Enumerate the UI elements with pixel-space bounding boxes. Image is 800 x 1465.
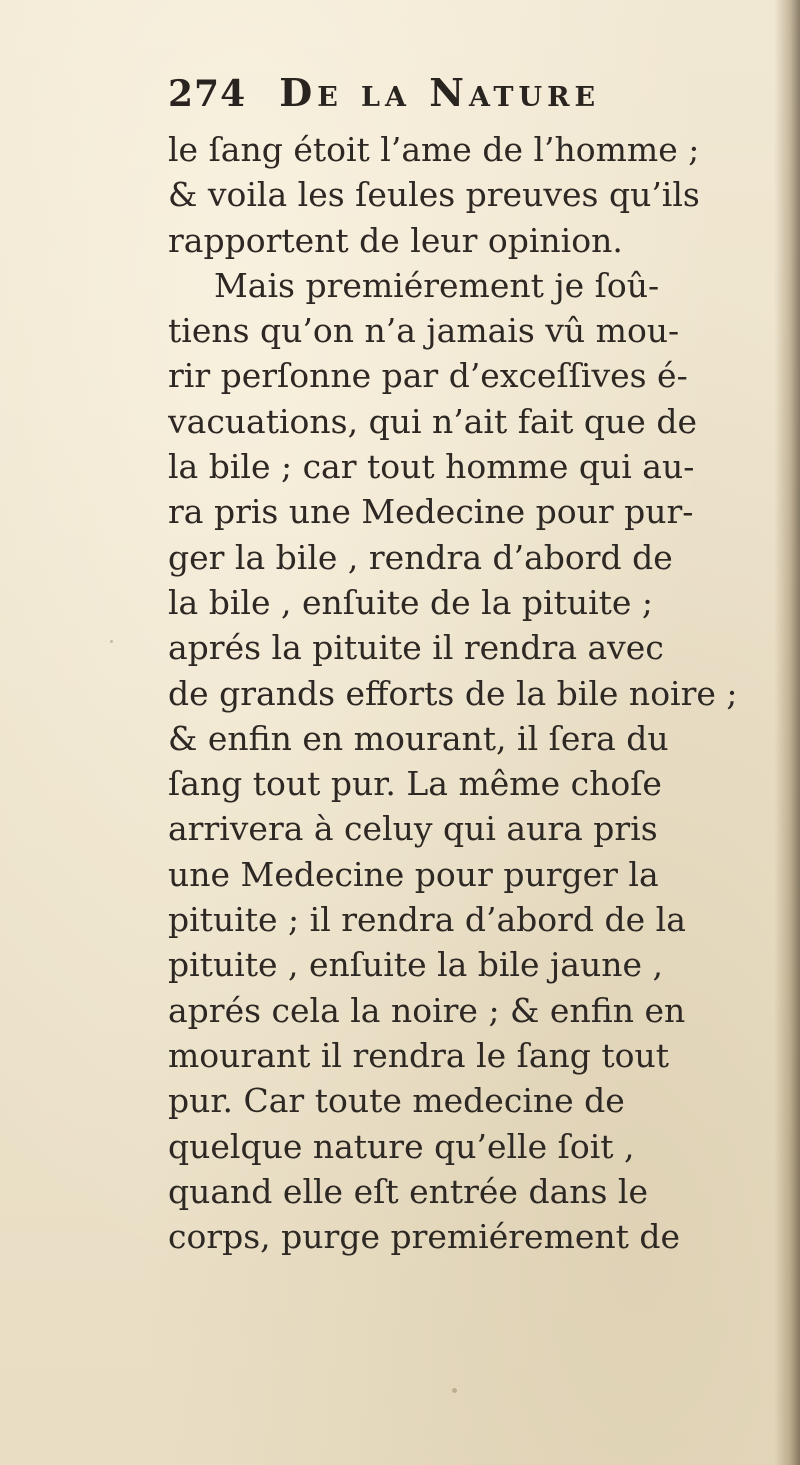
text-line: ſang tout pur. La même choſe bbox=[168, 764, 662, 804]
running-title: De la Nature bbox=[279, 70, 601, 115]
text-line: rapportent de leur opinion. bbox=[168, 220, 623, 260]
running-head bbox=[168, 70, 600, 115]
text-line: tiens qu’on n’a jamais vû mou- bbox=[168, 311, 680, 351]
text-line: une Medecine pour purger la bbox=[168, 854, 659, 894]
text-line: corps, purge premiérement de bbox=[168, 1217, 681, 1257]
paper-spot bbox=[452, 1388, 457, 1393]
text-line: de grands efforts de la bile noire ; bbox=[168, 673, 738, 713]
text-line: le ſang étoit l’ame de l’homme ; bbox=[168, 130, 700, 169]
text-line: quelque nature qu’elle ſoit , bbox=[168, 1126, 635, 1166]
text-line: aprés cela la noire ; & enfin en bbox=[168, 990, 686, 1030]
text-line: mourant il rendra le ſang tout bbox=[168, 1035, 670, 1075]
text-line: rir perſonne par d’exceſſives é- bbox=[168, 356, 688, 396]
paper-spot bbox=[110, 640, 113, 643]
text-line: & enfin en mourant, il ſera du bbox=[168, 718, 669, 758]
text-line: aprés la pituite il rendra avec bbox=[168, 628, 664, 668]
text-line: la bile , enſuite de la pituite ; bbox=[168, 582, 654, 622]
text-line: ra pris une Medecine pour pur- bbox=[168, 492, 694, 532]
text-line: arrivera à celuy qui aura pris bbox=[168, 809, 658, 849]
text-line: pituite , enſuite la bile jaune , bbox=[168, 945, 663, 985]
body-text bbox=[168, 127, 758, 1259]
text-line: pur. Car toute medecine de bbox=[168, 1081, 625, 1121]
page-number: 274 bbox=[168, 73, 247, 115]
text-line: quand elle eſt entrée dans le bbox=[168, 1171, 648, 1211]
text-line: vacuations, qui n’ait fait que de bbox=[168, 401, 697, 441]
text-line: la bile ; car tout homme qui au- bbox=[168, 447, 695, 487]
text-line: ger la bile , rendra d’abord de bbox=[168, 537, 673, 577]
text-line: & voila les ſeules preuves qu’ils bbox=[168, 175, 700, 215]
page-gutter-shadow bbox=[774, 0, 800, 1465]
text-line: Mais premiérement je ſoû- bbox=[214, 265, 660, 305]
text-line: pituite ; il rendra d’abord de la bbox=[168, 900, 686, 940]
